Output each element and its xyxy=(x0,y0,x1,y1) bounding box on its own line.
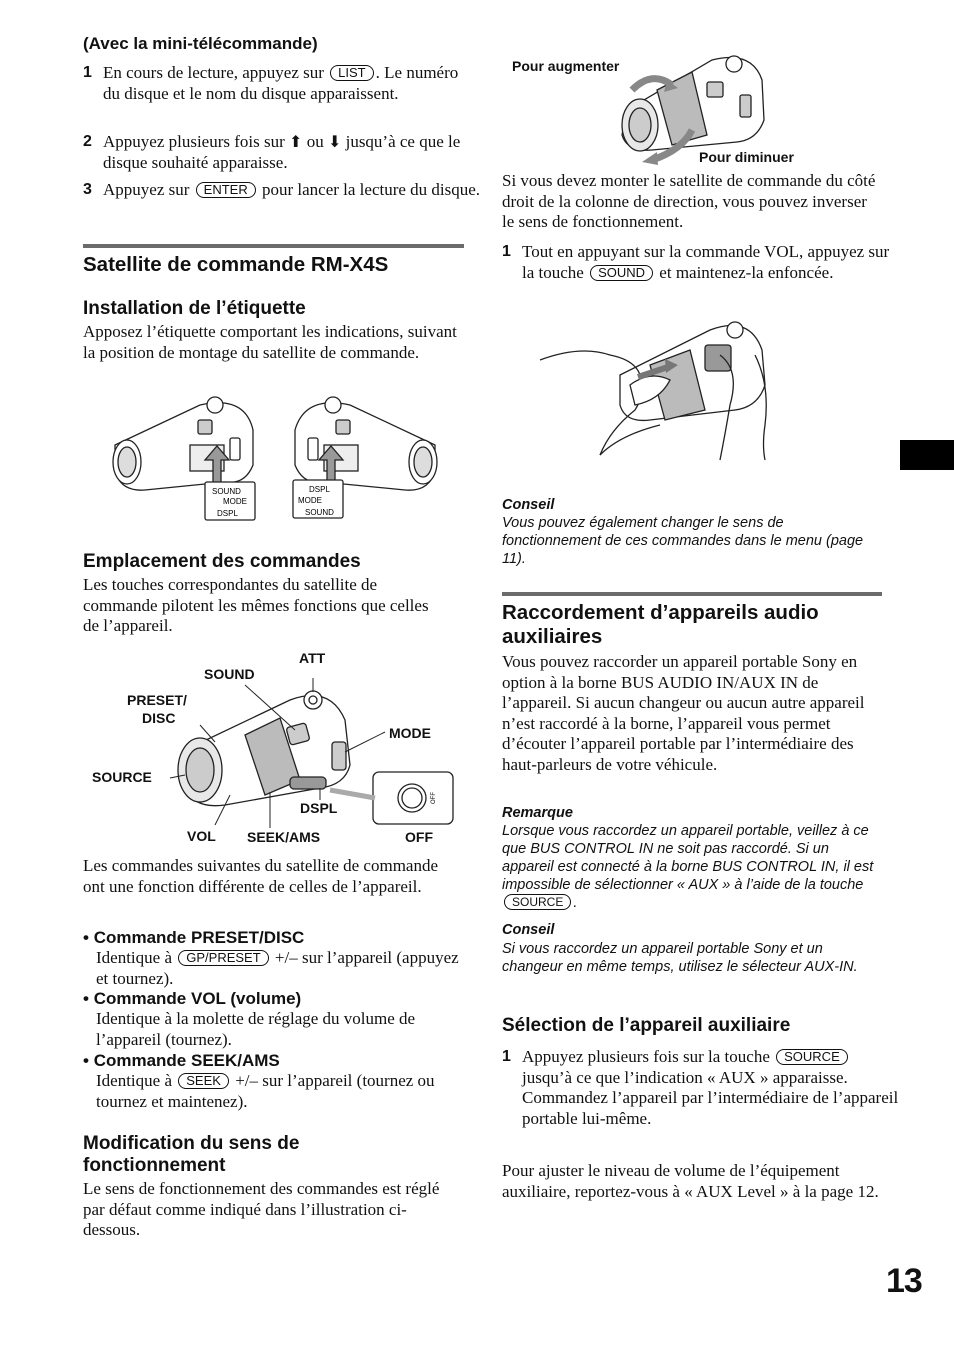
remote-step-2 xyxy=(83,132,483,173)
arrow-down-icon: ⬇ xyxy=(327,132,342,151)
list-key: LIST xyxy=(330,65,373,81)
bullet-text: Identique à xyxy=(96,1071,172,1090)
section-tab-marker xyxy=(900,440,954,470)
tip2-text: Si vous raccordez un appareil portable Sony et un changeur en même temps, utilisez le sélecteur AUX-IN. xyxy=(502,941,858,975)
label-seek-ams: SEEK/AMS xyxy=(247,829,321,845)
label-dspl: DSPL xyxy=(300,800,338,816)
step-text: Commandez l’appareil par l’intermédiaire de l’appareil portable lui-même. xyxy=(522,1088,899,1128)
sticker-right-mode: MODE xyxy=(298,496,322,505)
aux-title: Raccordement d’appareils audio auxiliaires xyxy=(502,601,819,648)
bullet-text: +/– sur l’appareil (appuyez et tournez). xyxy=(96,948,459,988)
step-text: Appuyez sur xyxy=(103,180,190,199)
mount-text: Si vous devez monter le satellite de commande du côté droit de la colonne de direction, vous pouvez inverser le sens de fonctionnement. xyxy=(502,171,876,231)
diff-text: Les commandes suivantes du satellite de commande ont une fonction différente de celles de l’appareil. xyxy=(83,856,439,896)
right-step-1 xyxy=(502,242,904,283)
step-text: ou xyxy=(306,132,324,151)
label-sound: SOUND xyxy=(204,666,255,682)
label-illustration xyxy=(105,390,445,525)
sticker-left-sound: SOUND xyxy=(212,487,241,496)
step-text: Tout en appuyant sur la commande VOL, appuyez sur la touche xyxy=(522,242,890,282)
bullet-text: +/– sur l’appareil (tournez ou tournez et maintenez). xyxy=(96,1071,435,1111)
controls-heading: Emplacement des commandes xyxy=(83,551,361,572)
select-heading: Sélection de l’appareil auxiliaire xyxy=(502,1015,791,1036)
sticker-right-sound: SOUND xyxy=(305,508,334,517)
sticker-left-dspl: DSPL xyxy=(217,509,238,518)
step-number: 1 xyxy=(502,1048,511,1065)
step-text: jusqu’à ce que l’indication « AUX » apparaisse. xyxy=(522,1067,848,1087)
bullet-preset-disc: • Commande PRESET/DISC Identique à GP/PRESET +/– sur l’appareil (appuyez et tournez). xyxy=(83,928,459,988)
bullet-seek-ams: • Commande SEEK/AMS Identique à SEEK +/– sur l’appareil (tournez ou tournez et maintenez). xyxy=(83,1051,435,1111)
section-rule xyxy=(83,244,464,248)
remark-body: Lorsque vous raccordez un appareil portable, veillez à ce que BUS CONTROL IN ne soit pas raccordé. Si un appareil est connecté à la borne BUS CONTROL IN, il est impossible de sélectionner « AUX » à l’aide de la touche xyxy=(502,823,874,893)
rotation-diagram xyxy=(612,50,772,165)
aux-text: Vous pouvez raccorder un appareil portable Sony en option à la borne BUS AUDIO IN/AUX IN de l’appareil. Si aucun changeur ou aucun autre appareil n’est raccordé à la borne, l’appareil vous permet d’écouter l’appareil portable par l’intermédiaire des haut-parleurs de votre véhicule. xyxy=(502,652,865,774)
label-text: Apposez l’étiquette comportant les indications, suivant la position de montage du satellite de commande. xyxy=(83,322,457,362)
seek-key: SEEK xyxy=(178,1073,229,1089)
decrease-label: Pour diminuer xyxy=(699,149,794,165)
step-text: et maintenez-la enfoncée. xyxy=(659,262,834,282)
sticker-left-mode: MODE xyxy=(223,497,247,506)
bullet-title: Commande SEEK/AMS xyxy=(93,1051,280,1070)
sound-key: SOUND xyxy=(590,265,653,281)
satellite-title: Satellite de commande RM-X4S xyxy=(83,253,389,276)
step-text: Appuyez plusieurs fois sur xyxy=(103,132,285,151)
source-key: SOURCE xyxy=(776,1049,848,1065)
step-number: 1 xyxy=(502,243,511,260)
step-text: . Le numéro du disque et le nom du disque apparaissent. xyxy=(103,63,459,103)
page-number: 13 xyxy=(886,1262,922,1300)
step-number: 2 xyxy=(83,133,92,150)
label-vol: VOL xyxy=(187,828,216,844)
bullet-text: Identique à xyxy=(96,948,172,967)
bullet-text: Identique à la molette de réglage du volume de l’appareil (tournez). xyxy=(96,1009,416,1049)
step-text: Appuyez plusieurs fois sur la touche xyxy=(522,1047,770,1066)
bullet-title: Commande VOL (volume) xyxy=(93,989,302,1008)
direction-text: Le sens de fonctionnement des commandes est réglé par défaut comme indiqué dans l’illustration ci-dessous. xyxy=(83,1179,440,1239)
step-text: pour lancer la lecture du disque. xyxy=(261,180,481,199)
label-source: SOURCE xyxy=(92,769,152,785)
controls-text: Les touches correspondantes du satellite de commande pilotent les mêmes fonctions que celles de l’appareil. xyxy=(83,575,429,635)
label-heading: Installation de l’étiquette xyxy=(83,298,306,319)
remote-heading: (Avec la mini-télécommande) xyxy=(83,34,318,53)
remote-step-1 xyxy=(83,63,463,104)
remote-step-3 xyxy=(83,180,483,201)
source-key: SOURCE xyxy=(504,894,571,910)
gp-preset-key: GP/PRESET xyxy=(178,950,268,966)
label-att: ATT xyxy=(299,650,326,666)
tip2-title: Conseil xyxy=(502,922,555,938)
arrow-up-icon: ⬆ xyxy=(289,132,303,151)
step-text: En cours de lecture, appuyez sur xyxy=(103,63,324,82)
bullet-vol: • Commande VOL (volume) Identique à la molette de réglage du volume de l’appareil (tournez). xyxy=(83,989,463,1050)
remark-text: Lorsque vous raccordez un appareil portable, veillez à ce que BUS CONTROL IN ne soit pas raccordé. Si un appareil est connecté à la borne BUS CONTROL IN, il est impossible de sélectionner « AUX » à l’aide de la touche SOURCE . xyxy=(502,823,874,911)
direction-heading: Modification du sens de fonctionnement xyxy=(83,1133,300,1176)
label-off: OFF xyxy=(405,829,433,845)
select-step-1 xyxy=(502,1047,902,1129)
tip-text: Vous pouvez également changer le sens de fonctionnement de ces commandes dans le menu (page 11). xyxy=(502,515,864,567)
step-number: 1 xyxy=(83,64,92,81)
bullet-title: Commande PRESET/DISC xyxy=(93,928,305,947)
enter-key: ENTER xyxy=(196,182,256,198)
step-number: 3 xyxy=(83,181,92,198)
off-switch-text: OFF xyxy=(431,792,437,804)
remark-title: Remarque xyxy=(502,805,573,821)
step-text: jusqu’à ce que le disque souhaité apparaisse. xyxy=(103,132,461,172)
increase-label: Pour augmenter xyxy=(512,58,620,74)
label-preset: PRESET/ xyxy=(127,692,187,708)
hand-illustration xyxy=(540,315,840,465)
label-disc: DISC xyxy=(142,710,176,726)
volume-text: Pour ajuster le niveau de volume de l’équipement auxiliaire, reportez-vous à « AUX Level » à la page 12. xyxy=(502,1161,879,1201)
label-mode: MODE xyxy=(389,725,431,741)
section-rule xyxy=(502,592,882,596)
sticker-right-dspl: DSPL xyxy=(309,485,330,494)
tip-title: Conseil xyxy=(502,497,555,513)
